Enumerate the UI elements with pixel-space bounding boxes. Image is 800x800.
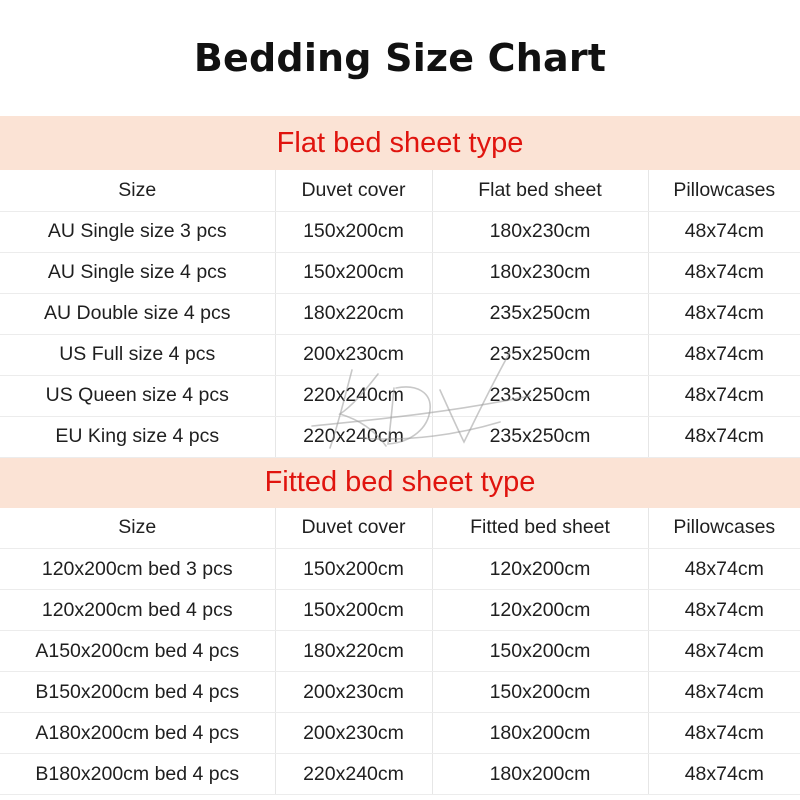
cell-pillowcases: 48x74cm	[648, 334, 800, 375]
cell-size: AU Single size 3 pcs	[0, 211, 275, 252]
cell-size: 120x200cm bed 3 pcs	[0, 549, 275, 590]
table-row	[0, 334, 800, 375]
fitted-sheet-banner: Fitted bed sheet type	[0, 458, 800, 508]
header-duvet-cover: Duvet cover	[275, 508, 432, 549]
cell-duvet-cover: 200x230cm	[275, 713, 432, 754]
table-header-row	[0, 508, 800, 549]
cell-size: B180x200cm bed 4 pcs	[0, 754, 275, 795]
cell-pillowcases: 48x74cm	[648, 672, 800, 713]
header-size: Size	[0, 170, 275, 211]
cell-pillowcases: 48x74cm	[648, 252, 800, 293]
table-header-row	[0, 170, 800, 211]
cell-duvet-cover: 200x230cm	[275, 672, 432, 713]
cell-fitted-bed-sheet: 120x200cm	[432, 590, 648, 631]
cell-duvet-cover: 150x200cm	[275, 549, 432, 590]
cell-pillowcases: 48x74cm	[648, 416, 800, 457]
table-row	[0, 754, 800, 795]
cell-size: AU Double size 4 pcs	[0, 293, 275, 334]
table-row	[0, 211, 800, 252]
cell-duvet-cover: 150x200cm	[275, 252, 432, 293]
cell-pillowcases: 48x74cm	[648, 590, 800, 631]
header-duvet-cover: Duvet cover	[275, 170, 432, 211]
flat-sheet-banner: Flat bed sheet type	[0, 116, 800, 170]
cell-pillowcases: 48x74cm	[648, 375, 800, 416]
cell-size: EU King size 4 pcs	[0, 416, 275, 457]
cell-pillowcases: 48x74cm	[648, 754, 800, 795]
table-row	[0, 672, 800, 713]
header-flat-bed-sheet: Flat bed sheet	[432, 170, 648, 211]
header-fitted-bed-sheet: Fitted bed sheet	[432, 508, 648, 549]
cell-fitted-bed-sheet: 180x200cm	[432, 713, 648, 754]
cell-flat-bed-sheet: 235x250cm	[432, 293, 648, 334]
cell-size: US Queen size 4 pcs	[0, 375, 275, 416]
table-row	[0, 375, 800, 416]
cell-fitted-bed-sheet: 120x200cm	[432, 549, 648, 590]
header-pillowcases: Pillowcases	[648, 170, 800, 211]
cell-flat-bed-sheet: 235x250cm	[432, 416, 648, 457]
cell-pillowcases: 48x74cm	[648, 293, 800, 334]
cell-fitted-bed-sheet: 180x200cm	[432, 754, 648, 795]
cell-pillowcases: 48x74cm	[648, 549, 800, 590]
cell-size: AU Single size 4 pcs	[0, 252, 275, 293]
page-title: Bedding Size Chart	[193, 36, 607, 80]
table-row	[0, 549, 800, 590]
cell-duvet-cover: 150x200cm	[275, 590, 432, 631]
cell-size: 120x200cm bed 4 pcs	[0, 590, 275, 631]
header-pillowcases: Pillowcases	[648, 508, 800, 549]
cell-duvet-cover: 220x240cm	[275, 375, 432, 416]
cell-duvet-cover: 220x240cm	[275, 754, 432, 795]
cell-pillowcases: 48x74cm	[648, 211, 800, 252]
cell-flat-bed-sheet: 235x250cm	[432, 375, 648, 416]
cell-size: A180x200cm bed 4 pcs	[0, 713, 275, 754]
flat-sheet-table	[0, 170, 800, 458]
cell-pillowcases: 48x74cm	[648, 713, 800, 754]
table-row	[0, 252, 800, 293]
table-row	[0, 713, 800, 754]
table-row	[0, 590, 800, 631]
cell-duvet-cover: 150x200cm	[275, 211, 432, 252]
fitted-sheet-table	[0, 508, 800, 796]
table-row	[0, 416, 800, 457]
cell-flat-bed-sheet: 235x250cm	[432, 334, 648, 375]
cell-size: US Full size 4 pcs	[0, 334, 275, 375]
header-size: Size	[0, 508, 275, 549]
table-row	[0, 293, 800, 334]
cell-duvet-cover: 180x220cm	[275, 631, 432, 672]
table-row	[0, 631, 800, 672]
cell-flat-bed-sheet: 180x230cm	[432, 252, 648, 293]
cell-fitted-bed-sheet: 150x200cm	[432, 631, 648, 672]
cell-size: A150x200cm bed 4 pcs	[0, 631, 275, 672]
cell-fitted-bed-sheet: 150x200cm	[432, 672, 648, 713]
cell-size: B150x200cm bed 4 pcs	[0, 672, 275, 713]
cell-duvet-cover: 200x230cm	[275, 334, 432, 375]
cell-pillowcases: 48x74cm	[648, 631, 800, 672]
cell-duvet-cover: 180x220cm	[275, 293, 432, 334]
cell-flat-bed-sheet: 180x230cm	[432, 211, 648, 252]
cell-duvet-cover: 220x240cm	[275, 416, 432, 457]
